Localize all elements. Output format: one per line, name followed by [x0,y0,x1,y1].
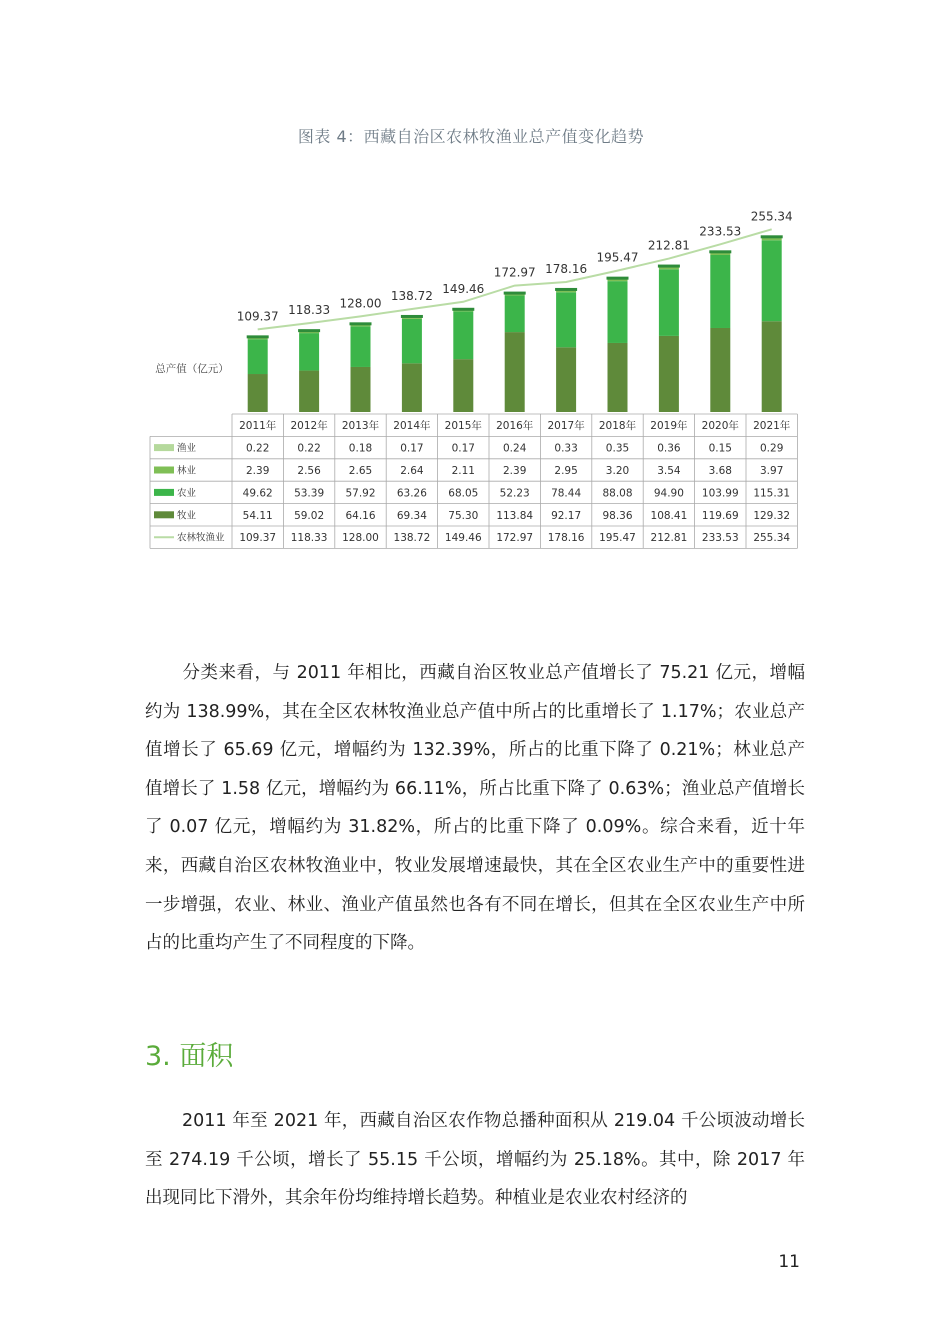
table-cell-牧业-2020年: 119.69 [701,509,739,522]
table-cell-林业-2020年: 3.68 [708,465,732,477]
table-cell-农林牧渔业-2020年: 233.53 [701,532,739,545]
table-header-2019年: 2019年 [650,420,688,433]
table-cell-农业-2011年: 49.62 [242,487,273,500]
table-cell-牧业-2021年: 129.32 [753,509,791,522]
table-cell-农业-2016年: 52.23 [499,487,530,500]
table-cell-农林牧渔业-2019年: 212.81 [650,532,688,545]
section-heading: 3. 面积 [145,1041,234,1072]
total-label-2016年: 172.97 [493,265,536,280]
table-cell-渔业-2016年: 0.24 [503,442,527,455]
bar-segment-牧业-2012年 [299,371,319,412]
legend-label-牧业: 牧业 [177,510,197,522]
table-cell-渔业-2020年: 0.15 [708,442,732,455]
total-label-2013年: 128.00 [339,296,382,311]
table-cell-牧业-2011年: 54.11 [242,509,273,522]
legend-label-农林牧渔业: 农林牧渔业 [177,532,225,544]
table-cell-林业-2012年: 2.56 [297,465,321,477]
table-cell-渔业-2021年: 0.29 [760,442,784,455]
paragraph-area-text: 2011 年至 2021 年，西藏自治区农作物总播种面积从 219.04 千公顷波动增长至 274.19 千公顷，增长了 55.15 千公顷，增幅约为 25.18%。其中，除 2017 年出现同比下滑外，其余年份均维持增长趋势。种植业是农业农村经济的 [145,1111,805,1209]
bar-segment-农业-2016年 [505,295,525,332]
table-header-2013年: 2013年 [341,420,380,433]
table-cell-农业-2017年: 78.44 [551,487,582,500]
table-cell-牧业-2016年: 113.84 [496,509,534,522]
bar-segment-牧业-2020年 [710,328,730,412]
paragraph-category-analysis [145,654,805,963]
table-cell-农业-2012年: 53.39 [294,487,325,500]
bar-segment-牧业-2021年 [762,321,782,412]
legend-label-林业: 林业 [177,465,197,477]
table-cell-林业-2015年: 2.11 [451,465,475,477]
bar-top-cap-2012年 [298,329,320,332]
table-cell-渔业-2018年: 0.35 [605,442,630,455]
total-label-2018年: 195.47 [596,250,639,265]
legend-label-渔业: 渔业 [177,443,197,455]
table-cell-林业-2017年: 2.95 [554,465,578,477]
bar-segment-农业-2015年 [453,311,473,359]
bar-top-cap-2013年 [350,322,372,325]
bar-segment-农业-2021年 [762,240,782,321]
table-cell-农林牧渔业-2013年: 128.00 [342,532,379,545]
table-cell-牧业-2012年: 59.02 [294,509,325,522]
y-axis-label: 总产值（亿元） [155,363,229,375]
table-cell-林业-2018年: 3.20 [605,465,630,477]
table-cell-渔业-2017年: 0.33 [554,442,578,455]
table-cell-农业-2021年: 115.31 [753,487,791,500]
bar-segment-农业-2017年 [556,292,576,347]
figure-title: 图表 4：西藏自治区农林牧渔业总产值变化趋势 [297,127,645,146]
table-header-2014年: 2014年 [393,420,431,433]
page-number: 11 [778,1252,800,1272]
table-cell-渔业-2011年: 0.22 [246,442,270,455]
legend-key-牧业 [154,511,174,518]
table-cell-农林牧渔业-2014年: 138.72 [393,532,431,545]
total-label-2011年: 109.37 [236,309,279,324]
bar-segment-牧业-2014年 [402,363,422,412]
legend-key-渔业 [154,444,174,451]
bar-segment-牧业-2016年 [505,332,525,412]
table-cell-渔业-2014年: 0.17 [400,442,424,455]
bar-segment-农业-2012年 [299,333,319,370]
table-header-2011年: 2011年 [239,420,277,433]
table-cell-渔业-2015年: 0.17 [451,442,475,455]
stacked-bar-chart [0,0,942,600]
table-header-2021年: 2021年 [753,420,791,433]
table-cell-农林牧渔业-2017年: 178.16 [547,532,585,545]
bar-segment-农业-2011年 [248,339,268,374]
table-cell-牧业-2015年: 75.30 [448,509,479,522]
legend-label-农业: 农业 [177,487,197,499]
bar-segment-农业-2019年 [659,269,679,336]
table-header-2018年: 2018年 [598,420,637,433]
table-cell-牧业-2019年: 108.41 [650,509,688,522]
table-cell-林业-2011年: 2.39 [246,465,270,477]
table-header-2020年: 2020年 [701,420,739,433]
total-label-2014年: 138.72 [390,288,433,303]
total-label-2015年: 149.46 [442,281,485,296]
table-header-2017年: 2017年 [547,420,585,433]
table-cell-林业-2014年: 2.64 [400,465,424,477]
table-cell-农林牧渔业-2021年: 255.34 [753,532,791,545]
total-label-2021年: 255.34 [750,209,793,224]
total-label-2017年: 178.16 [545,261,588,276]
bar-top-cap-2014年 [401,315,423,318]
bar-segment-农业-2020年 [710,255,730,328]
table-cell-农林牧渔业-2018年: 195.47 [599,532,636,545]
table-cell-渔业-2013年: 0.18 [348,442,373,455]
legend-key-林业 [154,467,174,474]
table-cell-牧业-2014年: 69.34 [396,509,427,522]
total-label-2019年: 212.81 [647,238,690,253]
bar-top-cap-2015年 [452,308,474,311]
paragraph-category-analysis-text: 分类来看，与 2011 年相比，西藏自治区牧业总产值增长了 75.21 亿元，增幅约为 138.99%，其在全区农林牧渔业总产值中所占的比重增长了 1.17%；农业总产值增长了 65.69 亿元，增幅约为 132.39%，所占的比重下降了 0.21%；林业总产值增长了 1.58 亿元，增幅约为 66.11%，所占比重下降了 0.63%；渔业总产值增长了 0.07 亿元，增幅约为 31.82%，所占的比重下降了 0.09%。综合来看，近十年来，西藏自治区农林牧渔业中，牧业发展增速最快，其在全区农业生产中的重要性进一步增强，农业、林业、渔业产值虽然也各有不同在增长，但其在全区农业生产中所占的比重均产生了不同程度的下降。 [145,663,805,954]
table-cell-牧业-2017年: 92.17 [551,509,582,522]
table-cell-林业-2013年: 2.65 [348,465,373,477]
paragraph-area [145,1102,805,1218]
bar-segment-牧业-2019年 [659,336,679,412]
table-cell-农林牧渔业-2015年: 149.46 [444,532,482,545]
table-cell-农业-2019年: 94.90 [653,487,684,500]
table-cell-农业-2018年: 88.08 [602,487,633,500]
table-header-2015年: 2015年 [444,420,482,433]
bar-top-cap-2018年 [607,277,629,280]
bar-top-cap-2021年 [761,235,783,238]
total-label-2012年: 118.33 [288,303,331,318]
table-cell-农林牧渔业-2012年: 118.33 [290,532,328,545]
table-header-2012年: 2012年 [290,420,328,433]
bar-segment-牧业-2011年 [248,374,268,412]
bar-top-cap-2017年 [555,288,577,291]
table-cell-农业-2015年: 68.05 [448,487,479,500]
table-cell-农林牧渔业-2011年: 109.37 [239,532,277,545]
bar-segment-牧业-2015年 [453,359,473,412]
table-cell-渔业-2019年: 0.36 [657,442,681,455]
bar-segment-牧业-2017年 [556,347,576,412]
total-label-2020年: 233.53 [699,224,742,239]
bar-segment-农业-2018年 [608,281,628,343]
table-header-2016年: 2016年 [496,420,534,433]
table-cell-农林牧渔业-2016年: 172.97 [496,532,534,545]
table-cell-农业-2013年: 57.92 [345,487,376,500]
table-cell-林业-2021年: 3.97 [760,465,784,477]
bar-top-cap-2019年 [658,265,680,268]
table-cell-农业-2014年: 63.26 [396,487,427,500]
bar-segment-农业-2013年 [351,326,371,367]
table-cell-林业-2016年: 2.39 [503,465,527,477]
table-cell-牧业-2018年: 98.36 [602,509,633,522]
bar-segment-牧业-2018年 [608,343,628,412]
table-cell-牧业-2013年: 64.16 [345,509,376,522]
table-cell-林业-2019年: 3.54 [657,465,681,477]
bar-top-cap-2016年 [504,292,526,295]
bar-top-cap-2011年 [247,335,269,338]
bar-top-cap-2020年 [709,250,731,253]
bar-segment-农业-2014年 [402,319,422,363]
table-cell-农业-2020年: 103.99 [701,487,739,500]
legend-key-农业 [154,489,174,496]
table-cell-渔业-2012年: 0.22 [297,442,321,455]
bar-segment-牧业-2013年 [351,367,371,412]
